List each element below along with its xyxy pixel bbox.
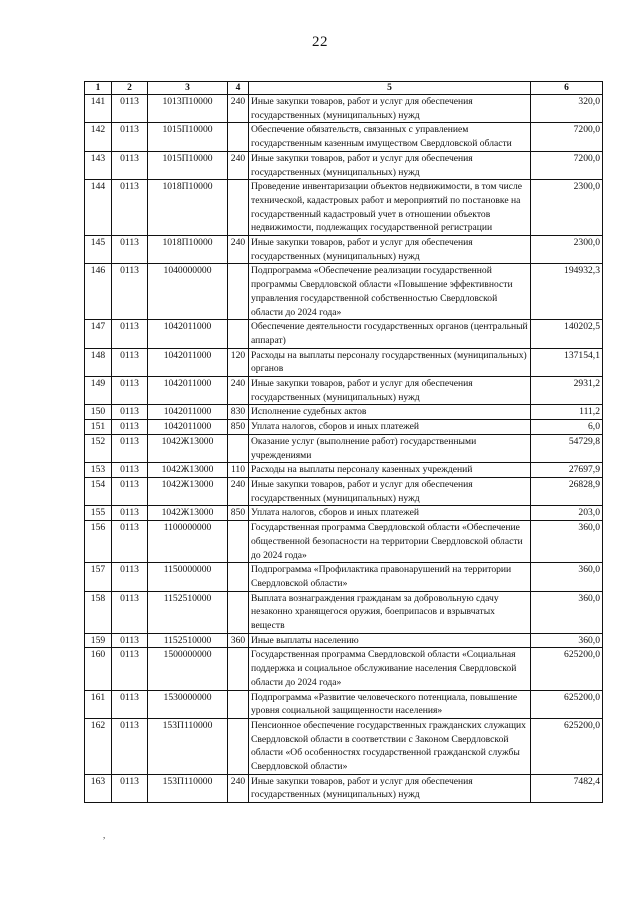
cell-amount: 7200,0	[531, 123, 603, 151]
cell-target-code: 1042011000	[148, 348, 228, 376]
cell-section-code: 0113	[112, 377, 148, 405]
cell-expense-type	[228, 320, 249, 348]
cell-row-number: 163	[85, 774, 112, 802]
column-header: 2	[112, 82, 148, 95]
cell-section-code: 0113	[112, 477, 148, 505]
budget-table	[84, 81, 603, 803]
cell-description: Расходы на выплаты персоналу государственных (муниципальных) органов	[249, 348, 531, 376]
column-header: 6	[531, 82, 603, 95]
cell-section-code: 0113	[112, 591, 148, 633]
cell-amount: 625200,0	[531, 718, 603, 774]
cell-row-number: 150	[85, 405, 112, 420]
table-row	[85, 180, 603, 236]
cell-section-code: 0113	[112, 123, 148, 151]
cell-row-number: 145	[85, 236, 112, 264]
cell-row-number: 158	[85, 591, 112, 633]
cell-expense-type: 240	[228, 95, 249, 123]
cell-row-number: 155	[85, 506, 112, 521]
cell-section-code: 0113	[112, 648, 148, 690]
cell-expense-type: 360	[228, 633, 249, 648]
table-row	[85, 320, 603, 348]
cell-target-code: 1042011000	[148, 405, 228, 420]
cell-row-number: 143	[85, 151, 112, 179]
cell-row-number: 144	[85, 180, 112, 236]
table-row	[85, 477, 603, 505]
cell-row-number: 154	[85, 477, 112, 505]
cell-target-code: 1018П10000	[148, 236, 228, 264]
table-row	[85, 236, 603, 264]
cell-amount: 111,2	[531, 405, 603, 420]
cell-description: Оказание услуг (выполнение работ) государственными учреждениями	[249, 434, 531, 462]
column-header: 1	[85, 82, 112, 95]
cell-section-code: 0113	[112, 690, 148, 718]
cell-expense-type: 240	[228, 774, 249, 802]
cell-row-number: 149	[85, 377, 112, 405]
column-header: 5	[249, 82, 531, 95]
cell-section-code: 0113	[112, 236, 148, 264]
cell-target-code: 1042Ж13000	[148, 434, 228, 462]
cell-row-number: 152	[85, 434, 112, 462]
table-row	[85, 563, 603, 591]
cell-description: Подпрограмма «Обеспечение реализации государственной программы Свердловской области «Повышение эффективности управления государственной собственностью Свердловской области до 2024 года»	[249, 264, 531, 320]
table-row	[85, 377, 603, 405]
cell-amount: 360,0	[531, 563, 603, 591]
table-row	[85, 405, 603, 420]
cell-row-number: 160	[85, 648, 112, 690]
cell-description: Уплата налогов, сборов и иных платежей	[249, 420, 531, 435]
cell-expense-type: 240	[228, 151, 249, 179]
cell-amount: 140202,5	[531, 320, 603, 348]
cell-amount: 360,0	[531, 633, 603, 648]
cell-target-code: 1015П10000	[148, 123, 228, 151]
cell-section-code: 0113	[112, 434, 148, 462]
cell-section-code: 0113	[112, 151, 148, 179]
cell-target-code: 1015П10000	[148, 151, 228, 179]
cell-amount: 7200,0	[531, 151, 603, 179]
cell-section-code: 0113	[112, 320, 148, 348]
cell-row-number: 141	[85, 95, 112, 123]
cell-row-number: 159	[85, 633, 112, 648]
cell-description: Уплата налогов, сборов и иных платежей	[249, 506, 531, 521]
cell-row-number: 146	[85, 264, 112, 320]
footer-mark: ,	[103, 830, 106, 840]
cell-amount: 26828,9	[531, 477, 603, 505]
cell-expense-type: 120	[228, 348, 249, 376]
table-row	[85, 151, 603, 179]
cell-section-code: 0113	[112, 420, 148, 435]
table-row	[85, 633, 603, 648]
table-header-row	[85, 82, 603, 95]
cell-expense-type	[228, 690, 249, 718]
cell-amount: 27697,9	[531, 463, 603, 478]
cell-target-code: 1150000000	[148, 563, 228, 591]
cell-target-code: 1013П10000	[148, 95, 228, 123]
cell-description: Проведение инвентаризации объектов недвижимости, в том числе технической, кадастровых работ и мероприятий по постановке на государственный кадастровый учет в отношении объектов недвижимости, подлежащих государственной регистрации	[249, 180, 531, 236]
cell-description: Обеспечение деятельности государственных органов (центральный аппарат)	[249, 320, 531, 348]
cell-expense-type	[228, 563, 249, 591]
cell-expense-type	[228, 591, 249, 633]
table-row	[85, 264, 603, 320]
cell-row-number: 156	[85, 521, 112, 563]
cell-row-number: 142	[85, 123, 112, 151]
cell-expense-type	[228, 264, 249, 320]
page-number: 22	[312, 34, 328, 50]
cell-section-code: 0113	[112, 633, 148, 648]
cell-expense-type	[228, 648, 249, 690]
table-row	[85, 774, 603, 802]
cell-expense-type: 240	[228, 236, 249, 264]
cell-description: Иные закупки товаров, работ и услуг для обеспечения государственных (муниципальных) нужд	[249, 774, 531, 802]
cell-section-code: 0113	[112, 506, 148, 521]
cell-amount: 625200,0	[531, 690, 603, 718]
cell-row-number: 147	[85, 320, 112, 348]
cell-section-code: 0113	[112, 348, 148, 376]
cell-expense-type: 240	[228, 377, 249, 405]
cell-description: Исполнение судебных актов	[249, 405, 531, 420]
cell-description: Иные закупки товаров, работ и услуг для обеспечения государственных (муниципальных) нужд	[249, 477, 531, 505]
cell-amount: 2931,2	[531, 377, 603, 405]
cell-expense-type	[228, 123, 249, 151]
cell-target-code: 1042Ж13000	[148, 463, 228, 478]
cell-expense-type: 110	[228, 463, 249, 478]
cell-section-code: 0113	[112, 405, 148, 420]
table-row	[85, 463, 603, 478]
cell-target-code: 1152510000	[148, 633, 228, 648]
cell-amount: 137154,1	[531, 348, 603, 376]
cell-amount: 2300,0	[531, 180, 603, 236]
column-header: 4	[228, 82, 249, 95]
cell-section-code: 0113	[112, 563, 148, 591]
cell-description: Государственная программа Свердловской области «Обеспечение общественной безопасности на территории Свердловской области до 2024 года»	[249, 521, 531, 563]
cell-description: Иные закупки товаров, работ и услуг для обеспечения государственных (муниципальных) нужд	[249, 95, 531, 123]
cell-target-code: 1040000000	[148, 264, 228, 320]
cell-section-code: 0113	[112, 95, 148, 123]
table-row	[85, 506, 603, 521]
cell-description: Выплата вознаграждения гражданам за добровольную сдачу незаконно хранящегося оружия, боеприпасов и взрывчатых веществ	[249, 591, 531, 633]
cell-section-code: 0113	[112, 718, 148, 774]
cell-description: Иные выплаты населению	[249, 633, 531, 648]
cell-expense-type	[228, 521, 249, 563]
cell-row-number: 151	[85, 420, 112, 435]
cell-target-code: 1500000000	[148, 648, 228, 690]
cell-row-number: 157	[85, 563, 112, 591]
cell-description: Расходы на выплаты персоналу казенных учреждений	[249, 463, 531, 478]
cell-row-number: 148	[85, 348, 112, 376]
table-row	[85, 434, 603, 462]
cell-target-code: 1042Ж13000	[148, 477, 228, 505]
cell-amount: 54729,8	[531, 434, 603, 462]
cell-expense-type	[228, 434, 249, 462]
cell-target-code: 1100000000	[148, 521, 228, 563]
cell-amount: 6,0	[531, 420, 603, 435]
table-row	[85, 521, 603, 563]
cell-amount: 360,0	[531, 521, 603, 563]
cell-row-number: 162	[85, 718, 112, 774]
cell-amount: 7482,4	[531, 774, 603, 802]
cell-target-code: 1042011000	[148, 420, 228, 435]
cell-description: Пенсионное обеспечение государственных гражданских служащих Свердловской области в соответствии с Законом Свердловской области «Об особенностях государственной гражданской службы Свердловской области»	[249, 718, 531, 774]
cell-amount: 360,0	[531, 591, 603, 633]
cell-description: Государственная программа Свердловской области «Социальная поддержка и социальное обслуживание населения Свердловской области до 2024 года»	[249, 648, 531, 690]
cell-expense-type	[228, 718, 249, 774]
cell-target-code: 1042011000	[148, 320, 228, 348]
cell-description: Подпрограмма «Профилактика правонарушений на территории Свердловской области»	[249, 563, 531, 591]
table-row	[85, 690, 603, 718]
table-row	[85, 420, 603, 435]
cell-section-code: 0113	[112, 463, 148, 478]
cell-target-code: 1018П10000	[148, 180, 228, 236]
cell-expense-type: 850	[228, 420, 249, 435]
cell-target-code: 153П110000	[148, 774, 228, 802]
cell-row-number: 161	[85, 690, 112, 718]
table-row	[85, 123, 603, 151]
cell-section-code: 0113	[112, 521, 148, 563]
cell-target-code: 1530000000	[148, 690, 228, 718]
cell-target-code: 1152510000	[148, 591, 228, 633]
column-header: 3	[148, 82, 228, 95]
cell-section-code: 0113	[112, 180, 148, 236]
cell-target-code: 153П110000	[148, 718, 228, 774]
table-row	[85, 348, 603, 376]
table-row	[85, 95, 603, 123]
cell-amount: 2300,0	[531, 236, 603, 264]
cell-description: Обеспечение обязательств, связанных с управлением государственным казенным имуществом Свердловской области	[249, 123, 531, 151]
table-body	[85, 95, 603, 803]
table-row	[85, 648, 603, 690]
cell-amount: 625200,0	[531, 648, 603, 690]
cell-target-code: 1042011000	[148, 377, 228, 405]
cell-row-number: 153	[85, 463, 112, 478]
cell-expense-type: 850	[228, 506, 249, 521]
cell-section-code: 0113	[112, 264, 148, 320]
table-row	[85, 591, 603, 633]
cell-section-code: 0113	[112, 774, 148, 802]
cell-expense-type: 830	[228, 405, 249, 420]
cell-description: Иные закупки товаров, работ и услуг для обеспечения государственных (муниципальных) нужд	[249, 151, 531, 179]
table-row	[85, 718, 603, 774]
cell-target-code: 1042Ж13000	[148, 506, 228, 521]
cell-amount: 194932,3	[531, 264, 603, 320]
cell-description: Иные закупки товаров, работ и услуг для обеспечения государственных (муниципальных) нужд	[249, 377, 531, 405]
cell-expense-type	[228, 180, 249, 236]
cell-expense-type: 240	[228, 477, 249, 505]
cell-amount: 320,0	[531, 95, 603, 123]
cell-description: Подпрограмма «Развитие человеческого потенциала, повышение уровня социальной защищенности населения»	[249, 690, 531, 718]
cell-amount: 203,0	[531, 506, 603, 521]
cell-description: Иные закупки товаров, работ и услуг для обеспечения государственных (муниципальных) нужд	[249, 236, 531, 264]
